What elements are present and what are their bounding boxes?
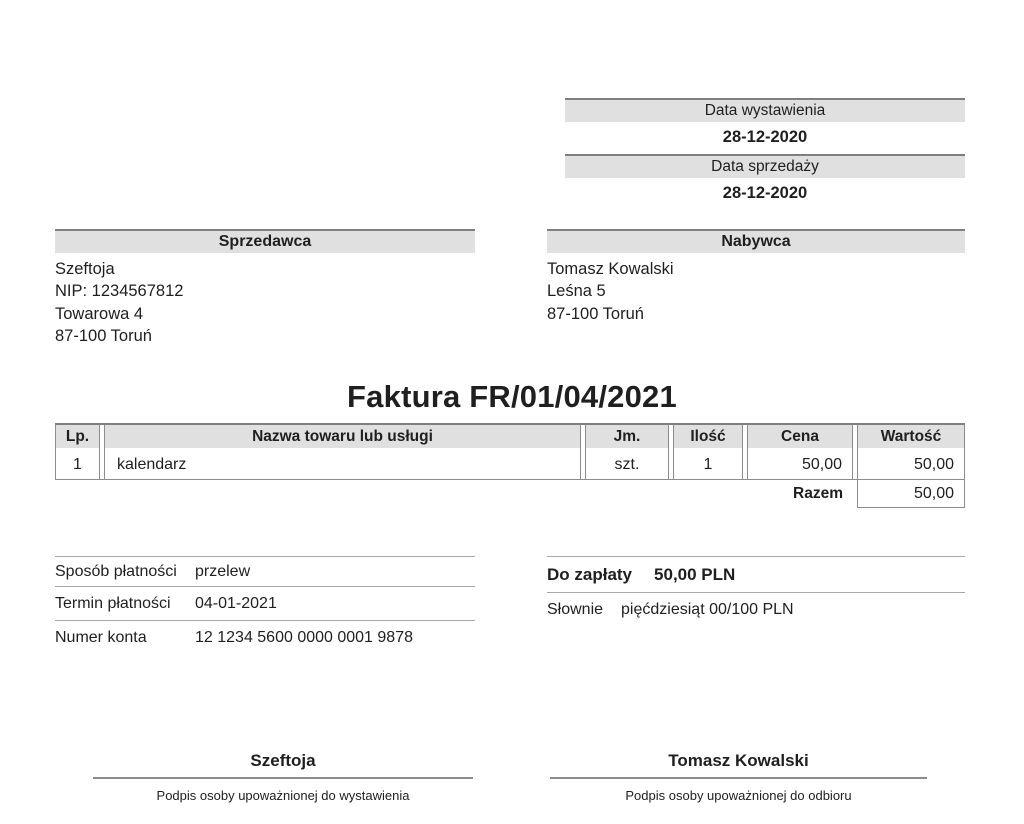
- receiver-signature-block: [550, 751, 927, 803]
- table-total-row: [55, 480, 965, 508]
- issuer-signature-caption: Podpis osoby upoważnionej do wystawienia: [156, 788, 410, 803]
- account-number-row: [55, 620, 475, 654]
- issue-date-label: Data wystawienia: [565, 98, 965, 122]
- amount-in-words-label: Słownie: [547, 600, 604, 618]
- total-value: 50,00: [857, 480, 965, 508]
- seller-nip: NIP: 1234567812: [55, 282, 184, 301]
- seller-header: Sprzedawca: [55, 229, 475, 253]
- header-qty: Ilość: [673, 425, 743, 451]
- amount-due-label: Do zapłaty: [547, 564, 633, 584]
- items-table-header-row: [55, 423, 965, 451]
- payment-due-date-label: Termin płatności: [55, 594, 171, 612]
- total-spacer: [55, 480, 100, 508]
- header-unit: Jm.: [585, 425, 669, 451]
- item-lp: 1: [55, 451, 100, 479]
- issue-date-block: [565, 98, 965, 154]
- amount-due-value: 50,00 PLN: [654, 564, 736, 584]
- sale-date-block: [565, 154, 965, 210]
- item-unit: szt.: [585, 451, 669, 479]
- payment-method-label: Sposób płatności: [55, 562, 177, 580]
- table-row: [55, 451, 965, 480]
- sale-date-label: Data sprzedaży: [565, 154, 965, 178]
- header-value: Wartość: [857, 425, 965, 451]
- seller-name: Szeftoja: [55, 260, 115, 278]
- seller-city: 87-100 Toruń: [55, 327, 152, 346]
- issue-date-value: 28-12-2020: [722, 128, 808, 146]
- account-number-label: Numer konta: [55, 628, 147, 646]
- amount-due-row: [547, 556, 965, 592]
- item-qty: 1: [673, 451, 743, 479]
- header-lp: Lp.: [55, 425, 100, 451]
- receiver-signature-name: Tomasz Kowalski: [550, 751, 927, 779]
- seller-section: [55, 229, 475, 348]
- issuer-signature-name: Szeftoja: [93, 751, 473, 779]
- payment-method-value: przelew: [195, 562, 251, 580]
- total-spacer: [673, 480, 743, 508]
- invoice-dates: [565, 98, 965, 210]
- issuer-signature-block: [93, 751, 473, 803]
- seller-street: Towarowa 4: [55, 304, 144, 323]
- total-label: Razem: [793, 485, 843, 502]
- totals-section: [547, 556, 965, 626]
- total-spacer: [104, 480, 581, 508]
- payment-due-date-row: [55, 586, 475, 620]
- amount-in-words-row: [547, 592, 965, 626]
- buyer-name: Tomasz Kowalski: [547, 260, 674, 278]
- invoice-title: Faktura FR/01/04/2021: [347, 379, 677, 414]
- items-table: [55, 423, 965, 508]
- buyer-header: Nabywca: [547, 229, 965, 253]
- sale-date-value: 28-12-2020: [722, 184, 808, 202]
- payment-due-date-value: 04-01-2021: [195, 594, 277, 612]
- item-price: 50,00: [747, 451, 853, 479]
- account-number-value: 12 1234 5600 0000 0001 9878: [195, 628, 413, 646]
- payment-section: [55, 556, 475, 654]
- buyer-address: [547, 258, 965, 325]
- buyer-street: Leśna 5: [547, 282, 606, 301]
- item-name: kalendarz: [104, 451, 581, 479]
- total-spacer: [585, 480, 669, 508]
- item-value: 50,00: [857, 451, 965, 479]
- header-name: Nazwa towaru lub usługi: [104, 425, 581, 451]
- buyer-section: [547, 229, 965, 325]
- seller-address: [55, 258, 475, 348]
- buyer-city: 87-100 Toruń: [547, 304, 644, 323]
- header-price: Cena: [747, 425, 853, 451]
- payment-method-row: [55, 556, 475, 586]
- amount-in-words-value: pięćdziesiąt 00/100 PLN: [621, 600, 794, 618]
- receiver-signature-caption: Podpis osoby upoważnionej do odbioru: [625, 788, 852, 803]
